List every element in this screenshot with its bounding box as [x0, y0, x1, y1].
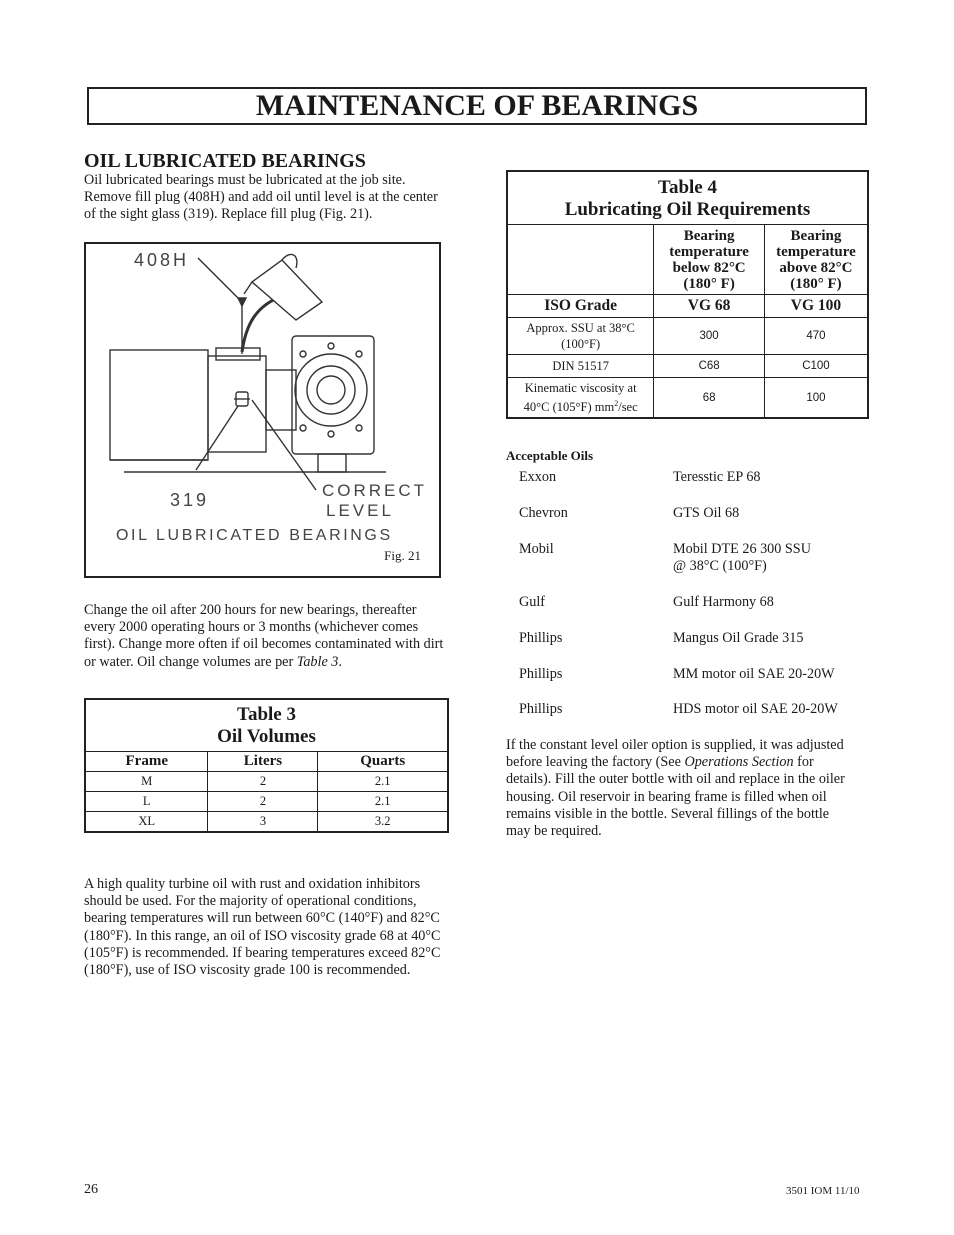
oil-product-detail: @ 38°C (100°F)	[673, 558, 767, 574]
table-row: M 2 2.1	[85, 772, 448, 792]
table3-header-frame: Frame	[85, 752, 208, 772]
table3-header-liters: Liters	[208, 752, 318, 772]
table3-header-quarts: Quarts	[318, 752, 448, 772]
oil-brand: Mobil	[519, 541, 554, 557]
table4-iso-grade-label: ISO Grade	[507, 295, 654, 318]
table-oil-volumes	[84, 698, 449, 833]
level-label: LEVEL	[326, 501, 394, 520]
table4-iso-grade-vg68: VG 68	[654, 295, 765, 318]
oiler-paragraph: If the constant level oiler option is supplied, it was adjusted before leaving the factory (See Operations Section for details). Fill the outer bottle with oil and replace in the oiler housing. Oil reservoir in bearing frame is filled when oil remains visible in the bottle. Several fillings of the bottle may be required.	[506, 737, 845, 840]
acceptable-oils-heading: Acceptable Oils	[506, 448, 594, 463]
turbine-oil-paragraph: A high quality turbine oil with rust and oxidation inhibitors should be used. For the majority of operational conditions, bearing temperatures will run between 60°C (140°F) and 82°C (180°F). In this range, an oil of ISO viscosity grade 68 at 40°C (105°F) is recommended. If bearing temperatures exceed 82°C (180°F), use of ISO viscosity grade 100 is recommended.	[84, 876, 441, 979]
table-row: Approx. SSU at 38°C (100°F) 300 470	[507, 318, 868, 355]
table-lubricating-oil-requirements	[506, 170, 869, 419]
table-row: DIN 51517 C68 C100	[507, 355, 868, 378]
table4-header-below-82c: Bearing temperature below 82°C (180° F)	[654, 225, 765, 295]
section-heading: OIL LUBRICATED BEARINGS	[84, 150, 366, 172]
oil-change-paragraph: Change the oil after 200 hours for new bearings, thereafter every 2000 operating hours or 3 months (whichever comes first). Change more often if oil becomes contaminated with dirt or water. Oil change volumes are per Table 3.	[84, 602, 444, 670]
operations-section-reference: Operations Section	[684, 754, 794, 771]
table3-caption: Table 3 Oil Volumes	[85, 699, 448, 752]
oil-brand: Phillips	[519, 701, 563, 717]
page-title: MAINTENANCE OF BEARINGS	[87, 87, 867, 125]
correct-label: CORRECT	[322, 481, 428, 500]
oil-product: Mangus Oil Grade 315	[673, 630, 804, 646]
oil-product: Teresstic EP 68	[673, 469, 761, 485]
page-number: 26	[84, 1182, 98, 1197]
table4-caption: Table 4 Lubricating Oil Requirements	[507, 171, 868, 225]
fill-plug-label: 408H	[134, 250, 190, 270]
oil-brand: Phillips	[519, 666, 563, 682]
figure-oil-lubricated-bearings	[84, 242, 441, 578]
bearing-illustration	[86, 244, 439, 576]
kinematic-viscosity-label: Kinematic viscosity at 40°C (105°F) $mm^2/\sec$	[507, 378, 654, 419]
table4-iso-grade-vg100: VG 100	[764, 295, 868, 318]
figure-title-label: OIL LUBRICATED BEARINGS	[116, 527, 393, 544]
oil-product: Mobil DTE 26 300 SSU	[673, 541, 811, 557]
oil-product: MM motor oil SAE 20-20W	[673, 666, 835, 682]
oil-product: HDS motor oil SAE 20-20W	[673, 701, 838, 717]
oil-brand: Chevron	[519, 505, 568, 521]
table3-reference: Table 3	[296, 653, 339, 670]
oil-brand: Exxon	[519, 469, 557, 485]
document-id: 3501 IOM 11/10	[786, 1185, 860, 1197]
intro-paragraph: Oil lubricated bearings must be lubricated at the job site. Remove fill plug (408H) and add oil until level is at the center of the sight glass (319). Replace fill plug (Fig. 21).	[84, 172, 438, 223]
oil-product: GTS Oil 68	[673, 505, 740, 521]
oil-brand: Phillips	[519, 630, 563, 646]
oil-product: Gulf Harmony 68	[673, 594, 774, 610]
table4-header-above-82c: Bearing temperature above 82°C (180° F)	[764, 225, 868, 295]
table-row: Kinematic viscosity at 40°C (105°F) $mm^2/\sec$ 68 100	[507, 378, 868, 419]
table-row: L 2 2.1	[85, 792, 448, 812]
figure-caption: Fig. 21	[384, 548, 421, 563]
table-row: XL 3 3.2	[85, 812, 448, 833]
oil-brand: Gulf	[519, 594, 546, 610]
table4-empty-header	[507, 225, 654, 295]
sight-glass-label: 319	[170, 490, 210, 510]
